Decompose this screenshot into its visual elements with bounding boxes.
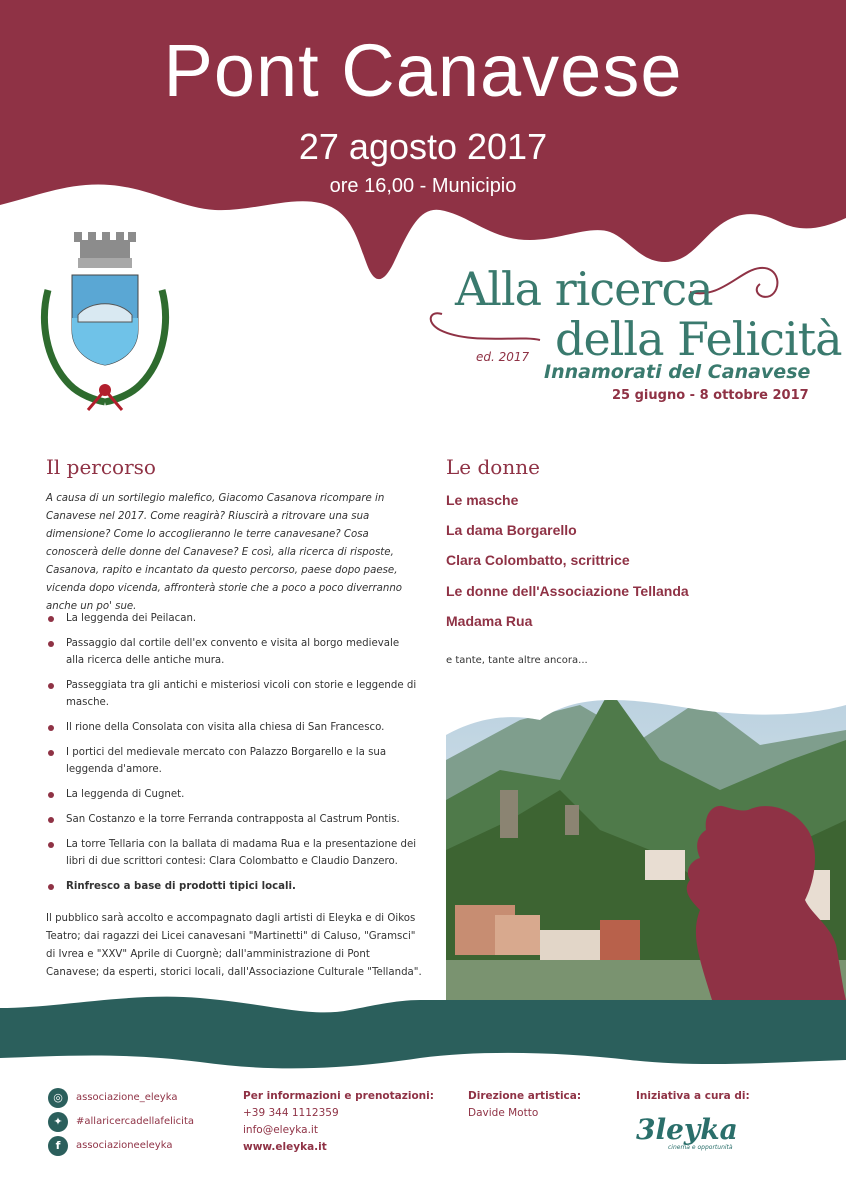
info-email[interactable]: info@eleyka.it xyxy=(243,1124,318,1136)
event-time-place: ore 16,00 - Municipio xyxy=(329,175,517,197)
page-title: Pont Canavese xyxy=(163,29,683,112)
list-item: Il rione della Consolata con visita alla chiesa di San Francesco. xyxy=(46,719,418,736)
list-item: La leggenda dei Peilacan. xyxy=(46,610,418,627)
percorso-closing: Il pubblico sarà accolto e accompagnato dagli artisti di Eleyka e di Oikos Teatro; dai ragazzi dei Licei canavesani "Martinetti" di Caluso, "Gramsci" di Ivrea e "XXV" Aprile di Cuorgnè; dall'amministrazione di Pont Canavese; da esperti, storici locali, dall'Associazione Culturale "Tellanda". xyxy=(46,913,422,978)
donna-item: Madama Rua xyxy=(446,613,533,629)
donna-item: Clara Colombatto, scrittrice xyxy=(446,552,630,568)
facebook-icon[interactable]: f xyxy=(48,1136,68,1156)
social-instagram[interactable]: associazione_eleyka xyxy=(76,1092,178,1103)
logo-subtitle: Innamorati del Canavese xyxy=(544,361,811,383)
donna-item: Le masche xyxy=(446,492,519,508)
percorso-list xyxy=(46,610,418,903)
event-date: 27 agosto 2017 xyxy=(298,126,548,167)
footer-wave xyxy=(0,997,846,1069)
list-item: La torre Tellaria con la ballata di madama Rua e la presentazione dei libri di due scrittori contesi: Clara Colombatto e Claudio Danzero. xyxy=(46,836,418,870)
donne-title: Le donne xyxy=(446,455,540,479)
list-item: La leggenda di Cugnet. xyxy=(46,786,418,803)
logo-dates: 25 giugno - 8 ottobre 2017 xyxy=(612,388,809,403)
social-twitter[interactable]: #allaricercadellafelicita xyxy=(76,1116,194,1127)
logo-edition: ed. 2017 xyxy=(476,350,530,364)
twitter-icon[interactable]: ✦ xyxy=(48,1112,68,1132)
donne-more: e tante, tante altre ancora... xyxy=(446,655,588,666)
director-name: Davide Motto xyxy=(468,1107,539,1119)
initiative-title: Iniziativa a cura di: xyxy=(636,1090,750,1102)
list-item: San Costanzo e la torre Ferranda contrapposta al Castrum Pontis. xyxy=(46,811,418,828)
percorso-intro: A causa di un sortilegio malefico, Giacomo Casanova ricompare in Canavese nel 2017. Come reagirà? Riuscirà a ritrovare una sua dimensione? Come lo accoglieranno le terre canavesane? Cosa conoscerà delle donne del Canavese? E così, alla ricerca di risposte, Casanova, rapito e incantato da questo percorso, paese dopo paese, vicenda dopo vicenda, affronterà storie che a poco a poco diverranno anche un po' sue. xyxy=(46,493,403,612)
percorso-title: Il percorso xyxy=(46,455,156,479)
eleyka-tagline: cinema e opportunità xyxy=(668,1144,733,1151)
list-item: Passeggiata tra gli antichi e misteriosi vicoli con storie e leggende di masche. xyxy=(46,677,418,711)
coat-of-arms xyxy=(44,232,165,410)
logo-line-2: della Felicità xyxy=(555,312,842,366)
info-title: Per informazioni e prenotazioni: xyxy=(243,1090,434,1102)
info-phone[interactable]: +39 344 1112359 xyxy=(243,1107,339,1119)
info-web[interactable]: www.eleyka.it xyxy=(243,1141,327,1153)
instagram-icon[interactable]: ◎ xyxy=(48,1088,68,1108)
list-item: Passaggio dal cortile dell'ex convento e visita al borgo medievale alla ricerca delle antiche mura. xyxy=(46,635,418,669)
donna-item: La dama Borgarello xyxy=(446,522,577,538)
logo-line-1: Alla ricerca xyxy=(455,262,713,316)
social-facebook[interactable]: associazioneeleyka xyxy=(76,1140,173,1151)
donna-item: Le donne dell'Associazione Tellanda xyxy=(446,583,689,599)
direction-title: Direzione artistica: xyxy=(468,1090,582,1102)
list-item: I portici del medievale mercato con Palazzo Borgarello e la sua leggenda d'amore. xyxy=(46,744,418,778)
list-item: Rinfresco a base di prodotti tipici locali. xyxy=(46,878,418,895)
eleyka-logo: 3leyka xyxy=(636,1113,738,1146)
